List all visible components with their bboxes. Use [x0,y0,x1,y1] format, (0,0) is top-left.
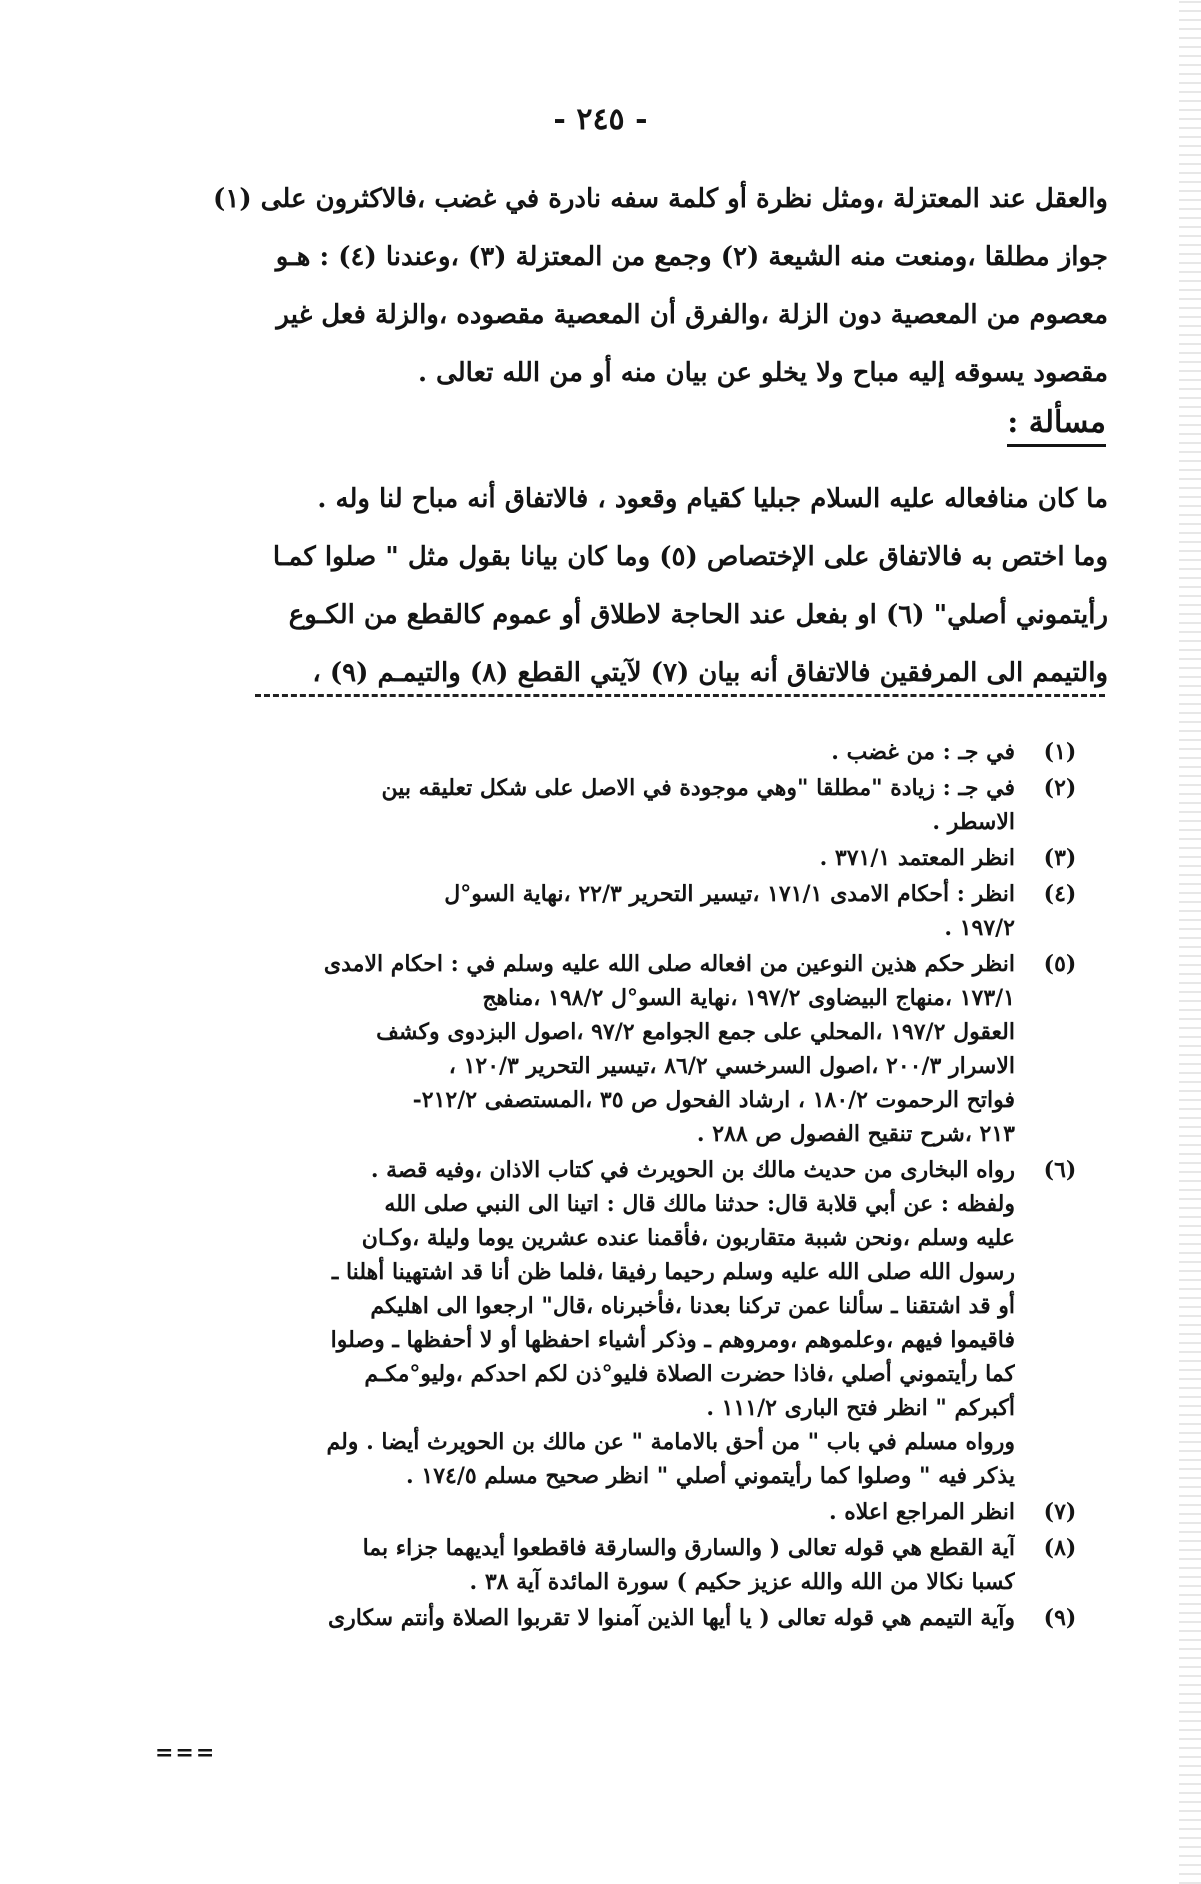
footnote-number: (١) [1043,739,1077,765]
text-line: معصوم من المعصية دون الزلة ،والفرق أن المعصية مقصوده ،والزلة فعل غير [276,300,1108,330]
footnote-line: في جـ : زيادة "مطلقا "وهي موجودة في الاصل على شكل تعليقه بين [381,775,1015,801]
footnote-line: ولفظه : عن أبي قلابة قال: حدثنا مالك قال : اتينا الى النبي صلى الله [384,1191,1015,1217]
footnote [150,1601,1105,1635]
footnote-line: ٢١٣ ،شرح تنقيح الفصول ص ٢٨٨ . [696,1121,1015,1147]
footnote [150,771,1105,839]
footnote-line: يذكر فيه " وصلوا كما رأيتموني أصلي " انظر صحيح مسلم ١٧٤/٥ . [406,1463,1015,1489]
footnote [150,1153,1105,1493]
footnote-line: ورواه مسلم في باب " من أحق بالامامة " عن مالك بن الحويرث أيضا . ولم [326,1429,1015,1455]
footnote-line: رواه البخارى من حديث مالك بن الحويرث في كتاب الاذان ،وفيه قصة . [370,1157,1015,1183]
footnote-line: فواتح الرحموت ١٨٠/٢ ، ارشاد الفحول ص ٣٥ ،المستصفى ٢١٢/٢- [412,1087,1015,1113]
scan-edge-noise [1179,0,1201,1884]
footnote-number: (٣) [1043,845,1077,871]
footnote [150,1531,1105,1599]
footnote-line: وآية التيمم هي قوله تعالى ( يا أيها الذين آمنوا لا تقربوا الصلاة وأنتم سكارى [327,1605,1015,1631]
text-line: ما كان منافعاله عليه السلام جبليا كقيام وقعود ، فالاتفاق أنه مباح لنا وله . [317,484,1108,514]
footnote-line: آية القطع هي قوله تعالى ( والسارق والسارقة فاقطعوا أيديهما جزاء بما [362,1535,1015,1561]
footnote-number: (٨) [1043,1535,1077,1561]
footnote-text [150,947,1015,1151]
footnote-line: انظر المعتمد ٣٧١/١ . [819,845,1015,871]
page-number: - ٢٤٥ - [553,102,648,137]
footnote-line: عليه وسلم ،ونحن شببة متقاربون ،فأقمنا عنده عشرين يوما وليلة ،وكـان [361,1225,1015,1251]
footnote-line: في جـ : من غضب . [831,739,1015,765]
footnote-number: (٩) [1043,1605,1077,1631]
paragraph-2 [178,470,1108,702]
text-line: والعقل عند المعتزلة ،ومثل نظرة أو كلمة سفه نادرة في غضب ،فالاكثرون على (١) [213,184,1108,214]
footnote-line: رسول الله صلى الله عليه وسلم رحيما رفيقا ،فلما ظن أنا قد اشتهينا أهلنا ـ [331,1259,1015,1285]
footnote-line: كسبا نكالا من الله والله عزيز حكيم ) سورة المائدة آية ٣٨ . [469,1569,1015,1595]
footnote-number: (٤) [1043,881,1077,907]
footnote-line: انظر المراجع اعلاه . [828,1499,1015,1525]
footnote-text [150,735,1015,769]
footnote-line: الاسرار ٢٠٠/٣ ،اصول السرخسي ٨٦/٢ ،تيسير التحرير ١٢٠/٣ ، [448,1053,1015,1079]
footnote-number: (٢) [1043,775,1077,801]
footnote [150,841,1105,875]
footnote [150,877,1105,945]
footnote-text [150,1153,1015,1493]
footnote-text [150,841,1015,875]
footnote-line: ١٧٣/١ ،منهاج البيضاوى ١٩٧/٢ ،نهاية السو°ل ١٩٨/٢ ،مناهج [482,985,1015,1011]
text-line: والتيمم الى المرفقين فالاتفاق أنه بيان (٧) لآيتي القطع (٨) والتيمـم (٩) ، [312,658,1108,688]
text-line: جواز مطلقا ،ومنعت منه الشيعة (٢) وجمع من المعتزلة (٣) ،وعندنا (٤) : هـو [275,242,1108,272]
footnote-text [150,1601,1015,1635]
footnote-line: ١٩٧/٢ . [944,915,1015,941]
footnote-line: أو قد اشتقنا ـ سألنا عمن تركنا بعدنا ،فأخبرناه ،قال" ارجعوا الى اهليكم [370,1293,1015,1319]
footnote-number: (٦) [1043,1157,1077,1183]
footnote-separator [255,694,1105,697]
footnotes [150,735,1105,1637]
text-line: مقصود يسوقه إليه مباح ولا يخلو عن بيان منه أو من الله تعالى . [417,358,1108,388]
footnote-line: العقول ١٩٧/٢ ،المحلي على جمع الجوامع ٩٧/٢ ،اصول البزدوى وكشف [376,1019,1015,1045]
footnote-line: انظر حكم هذين النوعين من افعاله صلى الله عليه وسلم في : احكام الامدى [323,951,1015,977]
footnote [150,735,1105,769]
footnote-text [150,1531,1015,1599]
footnote-line: أكبركم " انظر فتح البارى ١١١/٢ . [706,1395,1015,1421]
footnote [150,947,1105,1151]
footnote-number: (٧) [1043,1499,1077,1525]
section-title: مسألة : [1007,405,1106,447]
end-mark: === [155,1740,217,1766]
text-line: وما اختص به فالاتفاق على الإختصاص (٥) وما كان بيانا بقول مثل " صلوا كمـا [272,542,1108,572]
footnote-text [150,771,1015,839]
footnote-line: فاقيموا فيهم ،وعلموهم ،ومروهم ـ وذكر أشياء احفظها أو لا أحفظها ـ وصلوا [330,1327,1015,1353]
paragraph-1 [178,170,1108,402]
footnote-number: (٥) [1043,951,1077,977]
footnote [150,1495,1105,1529]
footnote-line: انظر : أحكام الامدى ١٧١/١ ،تيسير التحرير ٢٢/٣ ،نهاية السو°ل [444,881,1015,907]
footnote-text [150,877,1015,945]
footnote-line: الاسطر . [932,809,1015,835]
footnote-line: كما رأيتموني أصلي ،فاذا حضرت الصلاة فليو°ذن لكم احدكم ،وليو°مكـم [364,1361,1015,1387]
footnote-text [150,1495,1015,1529]
text-line: رأيتموني أصلي" (٦) او بفعل عند الحاجة لاطلاق أو عموم كالقطع من الكـوع [288,600,1108,630]
